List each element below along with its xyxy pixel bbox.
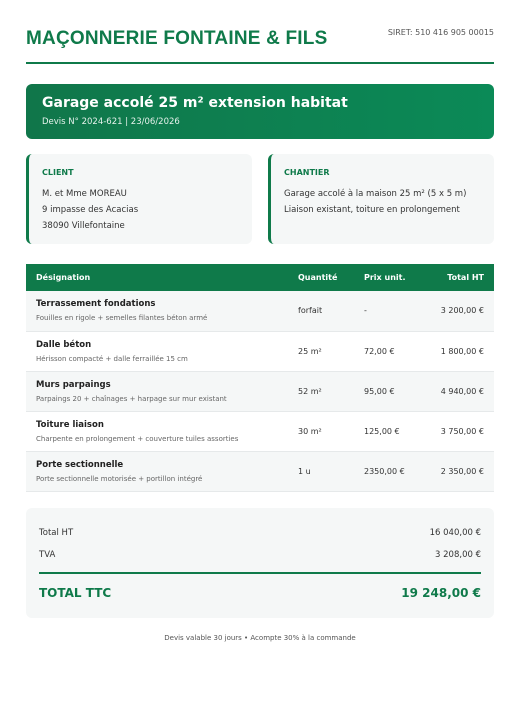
item-description: Hérisson compacté + dalle ferraillée 15 cm [36, 354, 188, 363]
chantier-note: Liaison existant, toiture en prolongement [284, 205, 460, 215]
designation-cell [26, 451, 288, 491]
total-ttc-label: TOTAL TTC [39, 586, 112, 600]
column-header-designation: Désignation [26, 264, 288, 291]
column-header-unit-price: Prix unit. [354, 264, 420, 291]
item-title: Toiture liaison [36, 419, 104, 430]
tva-label: TVA [39, 550, 56, 560]
unit-price-cell: 125,00 € [354, 411, 420, 451]
client-city: 38090 Villefontaine [42, 221, 125, 231]
footer-note: Devis valable 30 jours • Acompte 30% à la commande [164, 634, 356, 642]
column-header-total: Total HT [420, 264, 494, 291]
totals-panel [26, 508, 494, 618]
siret-number: SIRET: 510 416 905 00015 [387, 28, 494, 37]
total-ttc-row [39, 586, 481, 600]
total-cell: 4 940,00 € [420, 371, 494, 411]
item-description: Porte sectionnelle motorisée + portillon intégré [36, 474, 203, 483]
totals-divider [39, 572, 481, 574]
designation-cell [26, 411, 288, 451]
designation-cell [26, 371, 288, 411]
total-ttc-value: 19 248,00 € [401, 586, 481, 600]
total-cell: 1 800,00 € [420, 331, 494, 371]
chantier-heading: CHANTIER [284, 168, 330, 177]
quantity-cell: 25 m² [288, 331, 354, 371]
table-row [26, 371, 494, 411]
quantity-cell: 1 u [288, 451, 354, 491]
quote-number-date: Devis N° 2024-621 | 23/06/2026 [42, 117, 180, 127]
unit-price-cell: 72,00 € [354, 331, 420, 371]
total-ht-row [39, 528, 481, 538]
item-description: Parpaings 20 + chaînages + harpage sur mur existant [36, 394, 227, 403]
column-header-quantity: Quantité [288, 264, 354, 291]
item-description: Charpente en prolongement + couverture tuiles assorties [36, 434, 239, 443]
table-row [26, 411, 494, 451]
unit-price-cell: 2350,00 € [354, 451, 420, 491]
tva-value: 3 208,00 € [435, 550, 481, 560]
item-description: Fouilles en rigole + semelles filantes béton armé [36, 314, 208, 323]
item-title: Porte sectionnelle [36, 459, 124, 470]
client-street: 9 impasse des Acacias [42, 205, 139, 215]
total-ht-value: 16 040,00 € [429, 528, 481, 538]
unit-price-cell: - [354, 291, 420, 331]
total-ht-label: Total HT [39, 528, 74, 538]
table-row [26, 451, 494, 491]
client-name: M. et Mme MOREAU [42, 189, 127, 199]
items-table [26, 264, 494, 492]
unit-price-cell: 95,00 € [354, 371, 420, 411]
quantity-cell: 52 m² [288, 371, 354, 411]
company-name: MAÇONNERIE FONTAINE & FILS [26, 28, 328, 49]
chantier-card [268, 154, 494, 244]
total-cell: 3 200,00 € [420, 291, 494, 331]
quantity-cell: forfait [288, 291, 354, 331]
table-row [26, 291, 494, 331]
total-cell: 3 750,00 € [420, 411, 494, 451]
client-heading: CLIENT [42, 168, 74, 177]
quote-title: Garage accolé 25 m² extension habitat [42, 95, 348, 111]
item-title: Terrassement fondations [36, 299, 156, 310]
item-title: Murs parpaings [36, 379, 111, 390]
table-row [26, 331, 494, 371]
quantity-cell: 30 m² [288, 411, 354, 451]
item-title: Dalle béton [36, 339, 92, 350]
client-card [26, 154, 252, 244]
document-header [26, 26, 494, 64]
table-header-row [26, 264, 494, 291]
tva-row [39, 550, 481, 560]
chantier-description: Garage accolé à la maison 25 m² (5 x 5 m) [284, 189, 467, 199]
quote-banner [26, 84, 494, 139]
total-cell: 2 350,00 € [420, 451, 494, 491]
designation-cell [26, 291, 288, 331]
designation-cell [26, 331, 288, 371]
